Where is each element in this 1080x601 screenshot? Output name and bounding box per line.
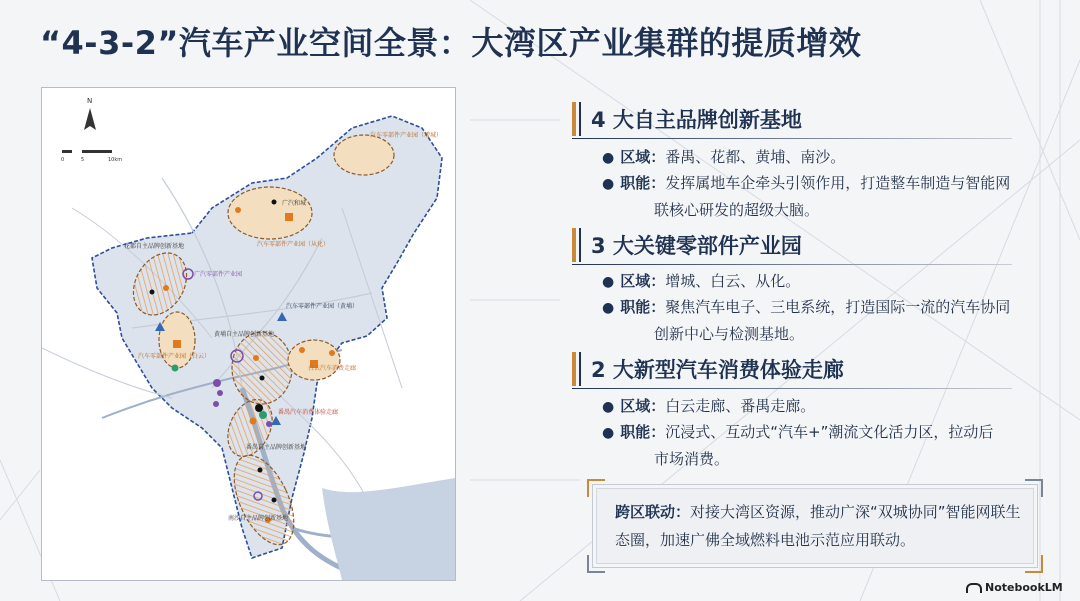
north-arrow-icon xyxy=(84,97,96,130)
marker-square xyxy=(285,213,293,221)
svg-text:10km: 10km xyxy=(108,157,123,163)
marker-dot xyxy=(329,350,335,356)
bullet-dot-icon: ● xyxy=(602,300,615,316)
label-zengcheng-parts: 汽车零部件产业园（增城） xyxy=(370,132,443,139)
marker-dot xyxy=(172,365,179,372)
bullet-dot-icon: ● xyxy=(602,425,615,441)
scale-bar xyxy=(61,150,122,163)
bullet-dot-icon: ● xyxy=(602,399,615,415)
heading-accent-bar xyxy=(572,228,576,262)
marker-dot xyxy=(213,401,219,407)
label-guangzhou-north: 广汽和城 xyxy=(282,200,307,207)
notebooklm-logo-icon xyxy=(966,583,982,593)
marker-dot xyxy=(250,418,257,425)
heading-accent-bar xyxy=(572,352,576,386)
marker-dot xyxy=(299,347,305,353)
bullet-region: ● 区域：番禺、花都、黄埔、南沙。 xyxy=(602,148,846,166)
marker-dot xyxy=(266,421,272,427)
heading-accent-bar xyxy=(579,352,581,386)
marker-dot xyxy=(217,390,223,396)
marker-dot xyxy=(150,290,155,295)
label-baiyun-parts: 汽车零部件产业园（白云） xyxy=(138,353,211,360)
zone-conghua-parts xyxy=(228,187,312,239)
map-panel xyxy=(41,87,456,581)
label-huangpu-parts: 汽车零部件产业园（黄埔） xyxy=(286,303,359,310)
bullet-region: ● 区域：增城、白云、从化。 xyxy=(602,272,801,290)
label-conghua-parts: 汽车零部件产业园（从化） xyxy=(257,241,330,248)
bullet-function: ● 职能：沉浸式、互动式“汽车+”潮流文化活力区，拉动后 市场消费。 xyxy=(602,423,994,468)
heading-accent-bar xyxy=(579,228,581,262)
bullet-function: ● 职能：发挥属地车企牵头引领作用，打造整车制造与智能网 联核心研发的超级大脑。 xyxy=(602,174,1011,219)
marker-dot xyxy=(272,200,277,205)
marker-dot xyxy=(258,468,263,473)
marker-dot xyxy=(259,411,267,419)
marker-dot xyxy=(163,285,169,291)
bullet-function: ● 职能：聚焦汽车电子、三电系统，打造国际一流的汽车协同 创新中心与检测基地。 xyxy=(602,298,1011,343)
label-panyu-corridor: 番禺汽车消费体验走廊 xyxy=(278,409,339,416)
svg-text:5: 5 xyxy=(81,157,85,163)
notebooklm-logo: NotebookLM xyxy=(966,581,1063,594)
bullet-dot-icon: ● xyxy=(602,150,615,166)
label-huangpu-base: 黄埔自主品牌创新基地 xyxy=(214,331,275,338)
marker-dot xyxy=(253,355,259,361)
heading-accent-bar xyxy=(572,102,576,136)
bullet-dot-icon: ● xyxy=(602,274,615,290)
section-heading-parts-parks: 3 大关键零部件产业园 xyxy=(572,227,1012,263)
zone-zengcheng-parts xyxy=(334,135,394,175)
label-huadu-park: 广汽零部件产业园 xyxy=(194,271,243,278)
guangzhou-map xyxy=(42,88,455,580)
marker-dot xyxy=(213,379,221,387)
marker-dot xyxy=(255,404,263,412)
zone-huangpu-base xyxy=(232,332,292,404)
marker-dot xyxy=(260,376,265,381)
bullet-dot-icon: ● xyxy=(602,176,615,192)
label-baiyun-corridor: 白云汽车消费走廊 xyxy=(308,365,357,372)
heading-accent-bar xyxy=(579,102,581,136)
svg-text:N: N xyxy=(87,97,93,105)
marker-dot xyxy=(272,498,277,503)
page-title: “4-3-2”汽车产业空间全景：大湾区产业集群的提质增效 xyxy=(40,24,862,62)
cross-region-linkage-text: 跨区联动：对接大湾区资源，推动广深“双城协同”智能网联生态圈，加速广佛全域燃料电池示范应用联动。 xyxy=(615,503,1021,549)
label-panyu-base: 番禺自主品牌创新基地 xyxy=(246,444,307,451)
sea-area xyxy=(322,478,455,580)
marker-square xyxy=(173,340,181,348)
svg-text:0: 0 xyxy=(61,157,65,163)
section-heading-consumption-corridors: 2 大新型汽车消费体验走廊 xyxy=(572,351,1012,387)
section-heading-brand-bases: 4 大自主品牌创新基地 xyxy=(572,101,1012,137)
cross-region-linkage-box xyxy=(592,484,1038,568)
label-huadu-base: 花都自主品牌创新基地 xyxy=(124,243,185,250)
marker-dot xyxy=(235,207,241,213)
bullet-region: ● 区域：白云走廊、番禺走廊。 xyxy=(602,397,816,415)
label-nansha-base: 南沙自主品牌创新基地 xyxy=(228,515,289,522)
